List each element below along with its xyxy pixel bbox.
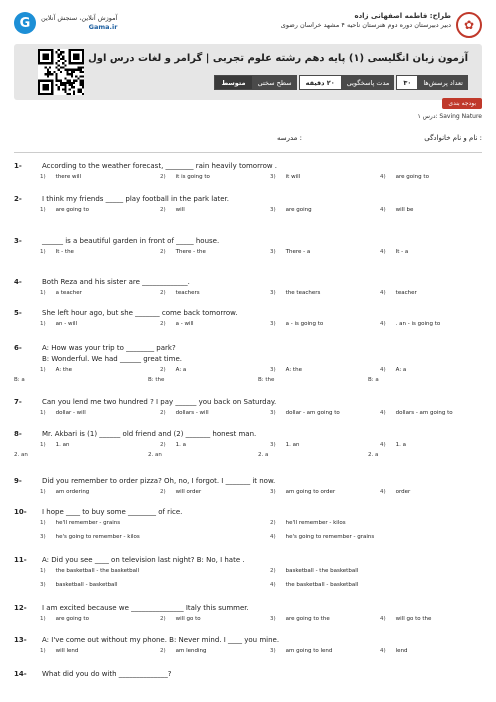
question-14	[14, 670, 482, 700]
question-7	[14, 398, 482, 428]
answer-option-2[interactable]	[270, 568, 358, 574]
question-1	[14, 162, 482, 192]
option-subvalue: B: a	[368, 377, 379, 383]
answer-option-4[interactable]	[380, 174, 429, 180]
answer-option-2[interactable]	[160, 367, 186, 373]
option-number: 2)	[160, 249, 166, 255]
stat-duration: مدت پاسخگویی ۲۰ دقیقه	[299, 75, 395, 90]
option-number: 4)	[380, 290, 386, 296]
option-text: A: the	[285, 367, 302, 373]
question-number: 1-	[14, 162, 22, 170]
option-number: 1)	[40, 410, 46, 416]
question-11	[14, 556, 482, 586]
option-text: 1. a	[175, 442, 187, 448]
answer-option-4[interactable]	[380, 290, 417, 296]
answer-option-4[interactable]	[380, 442, 406, 448]
option-text: are going	[285, 207, 312, 213]
option-number: 2)	[160, 442, 166, 448]
answer-option-1[interactable]	[40, 442, 70, 448]
option-text: will be	[395, 207, 414, 213]
answer-option-2[interactable]	[160, 207, 185, 213]
option-number: 4)	[380, 616, 386, 622]
option-text: dollars - will	[175, 410, 209, 416]
option-text: dollar - am going to	[285, 410, 340, 416]
answer-option-3[interactable]	[270, 489, 335, 495]
option-text: A: a	[175, 367, 187, 373]
option-number: 4)	[380, 174, 386, 180]
answer-option-2[interactable]	[160, 410, 209, 416]
option-text: he'll remember - kilos	[285, 520, 346, 526]
option-text: will order	[175, 489, 202, 495]
question-stem-line2: B: Wonderful. We had ______ great time.	[42, 355, 182, 363]
question-12	[14, 604, 482, 634]
stat-question-count: تعداد پرسش‌ها ۳۰	[396, 75, 468, 90]
answer-option-4[interactable]	[380, 410, 453, 416]
option-text: a - is going to	[285, 321, 324, 327]
question-3	[14, 237, 482, 267]
option-number: 2)	[160, 367, 166, 373]
answer-option-1[interactable]	[40, 489, 89, 495]
option-text: he'll remember - grains	[55, 520, 121, 526]
option-text: he's going to remember - grains	[285, 534, 375, 540]
brand-slogan: آموزش آنلاین، سنجش آنلاین	[41, 14, 118, 22]
option-text: it is going to	[175, 174, 210, 180]
option-text: a teacher	[55, 290, 82, 296]
answer-option-2[interactable]	[270, 520, 346, 526]
question-4	[14, 278, 482, 308]
option-text: 1. an	[55, 442, 70, 448]
answer-option-4[interactable]	[270, 582, 358, 588]
option-text: he's going to remember - kilos	[55, 534, 140, 540]
option-subvalue: 2. a	[368, 452, 379, 458]
question-stem: A: How was your trip to ________ park?	[42, 344, 176, 352]
question-stem: Did you remember to order pizza? Oh, no, I forgot. I _______ it now.	[42, 477, 276, 485]
budget-badge: بودجه بندی	[442, 98, 482, 109]
option-number: 3)	[270, 174, 276, 180]
answer-option-3[interactable]	[270, 648, 332, 654]
option-number: 4)	[270, 582, 276, 588]
option-text: 1. a	[395, 442, 407, 448]
answer-option-3[interactable]	[40, 582, 118, 588]
answer-option-2[interactable]	[160, 321, 194, 327]
option-number: 1)	[40, 174, 46, 180]
option-text: will go to the	[395, 616, 432, 622]
question-6	[14, 344, 482, 383]
option-text: There - a	[285, 249, 311, 255]
option-number: 3)	[40, 534, 46, 540]
option-number: 4)	[380, 410, 386, 416]
answer-option-3[interactable]	[270, 174, 300, 180]
question-number: 10-	[14, 508, 27, 516]
option-text: a - will	[175, 321, 194, 327]
question-stem: I am excited because we _______________ Italy this summer.	[42, 604, 249, 612]
option-number: 1)	[40, 367, 46, 373]
option-text: will go to	[175, 616, 201, 622]
answer-option-1[interactable]	[40, 290, 82, 296]
option-number: 1)	[40, 290, 46, 296]
question-number: 8-	[14, 430, 22, 438]
answer-option-2[interactable]	[160, 648, 207, 654]
question-stem: What did you do with ______________?	[42, 670, 172, 678]
option-number: 3)	[270, 290, 276, 296]
option-number: 2)	[160, 207, 166, 213]
option-text: are going to	[55, 207, 89, 213]
question-2	[14, 195, 482, 225]
answer-option-1[interactable]	[40, 249, 74, 255]
option-number: 4)	[270, 534, 276, 540]
option-number: 2)	[160, 410, 166, 416]
option-text: dollar - will	[55, 410, 86, 416]
header	[14, 12, 482, 100]
answer-option-4[interactable]	[270, 534, 374, 540]
option-number: 4)	[380, 249, 386, 255]
question-8	[14, 430, 482, 460]
question-number: 5-	[14, 309, 22, 317]
answer-option-1[interactable]	[40, 321, 77, 327]
option-number: 1)	[40, 321, 46, 327]
school-label: مدرسه :	[276, 134, 302, 142]
answer-option-1[interactable]	[40, 367, 72, 373]
option-number: 4)	[380, 367, 386, 373]
option-text: the basketball - basketball	[285, 582, 359, 588]
answer-option-3[interactable]	[270, 442, 300, 448]
option-number: 2)	[160, 648, 166, 654]
answer-option-2[interactable]	[160, 249, 206, 255]
exam-title: آزمون زبان انگلیسی (۱) پایه دهم رشته علوم تجربی | گرامر و لغات درس اول	[88, 53, 468, 64]
option-number: 1)	[40, 648, 46, 654]
option-subvalue: B: the	[148, 377, 165, 383]
student-name-label: نام و نام خانوادگی :	[424, 134, 482, 142]
qr-code-icon[interactable]	[38, 49, 84, 95]
question-number: 6-	[14, 344, 22, 352]
option-number: 1)	[40, 489, 46, 495]
school-seal-icon: ✿	[456, 12, 482, 38]
option-number: 4)	[380, 207, 386, 213]
answer-option-3[interactable]	[270, 367, 302, 373]
option-number: 1)	[40, 616, 46, 622]
option-text: am going to lend	[285, 648, 333, 654]
question-stem: According to the weather forecast, ________ rain heavily tomorrow .	[42, 162, 278, 170]
gama-logo-icon: G	[14, 12, 36, 34]
stat-difficulty: سطح سختی متوسط	[214, 75, 296, 90]
answer-option-2[interactable]	[160, 442, 186, 448]
brand-block	[14, 12, 117, 34]
option-subvalue: 2. an	[14, 452, 28, 458]
question-number: 7-	[14, 398, 22, 406]
option-number: 3)	[40, 582, 46, 588]
option-number: 3)	[270, 367, 276, 373]
option-number: 2)	[160, 616, 166, 622]
question-5	[14, 309, 482, 339]
question-number: 9-	[14, 477, 22, 485]
question-9	[14, 477, 482, 507]
question-number: 11-	[14, 556, 27, 564]
option-text: It - a	[395, 249, 409, 255]
answer-option-1[interactable]	[40, 207, 89, 213]
option-text: 1. an	[285, 442, 300, 448]
option-text: am going to order	[285, 489, 336, 495]
option-number: 4)	[380, 489, 386, 495]
answer-option-4[interactable]	[380, 321, 440, 327]
option-text: basketball - basketball	[55, 582, 118, 588]
answer-option-1[interactable]	[40, 648, 78, 654]
answer-option-2[interactable]	[160, 616, 201, 622]
question-number: 13-	[14, 636, 27, 644]
answer-option-2[interactable]	[160, 489, 201, 495]
option-number: 3)	[270, 249, 276, 255]
question-stem: Both Reza and his sister are _____________.	[42, 278, 190, 286]
option-number: 2)	[160, 174, 166, 180]
question-stem: She left hour ago, but she _______ come back tomorrow.	[42, 309, 238, 317]
answer-option-1[interactable]	[40, 568, 139, 574]
option-text: There - the	[175, 249, 206, 255]
option-number: 2)	[160, 290, 166, 296]
option-text: order	[395, 489, 411, 495]
designer-block	[281, 12, 482, 38]
answer-option-1[interactable]	[40, 520, 120, 526]
option-text: are going to	[395, 174, 429, 180]
option-text: A: a	[395, 367, 407, 373]
title-banner	[14, 44, 482, 100]
brand-url[interactable]: Gama.ir	[88, 23, 118, 31]
answer-option-2[interactable]	[160, 174, 210, 180]
answer-option-3[interactable]	[270, 207, 312, 213]
option-text: A: the	[55, 367, 72, 373]
answer-option-4[interactable]	[380, 489, 410, 495]
option-subvalue: B: the	[258, 377, 275, 383]
option-number: 4)	[380, 321, 386, 327]
option-subvalue: 2. an	[148, 452, 162, 458]
question-stem: ______ is a beautiful garden in front of _____ house.	[42, 237, 220, 245]
option-number: 3)	[270, 648, 276, 654]
exam-stats	[214, 75, 468, 90]
option-number: 4)	[380, 648, 386, 654]
answer-option-4[interactable]	[380, 648, 408, 654]
question-stem: I hope ____ to buy some ________ of rice.	[42, 508, 183, 516]
option-text: will lend	[55, 648, 79, 654]
option-number: 2)	[160, 489, 166, 495]
option-number: 3)	[270, 207, 276, 213]
answer-option-1[interactable]	[40, 410, 86, 416]
option-subvalue: 2. a	[258, 452, 269, 458]
option-subvalue: B: a	[14, 377, 25, 383]
question-stem: A: Did you see ____ on television last night? B: No, I hate .	[42, 556, 245, 564]
option-number: 2)	[160, 321, 166, 327]
option-text: teachers	[175, 290, 200, 296]
option-text: are going to	[55, 616, 89, 622]
option-text: lend	[395, 648, 408, 654]
answer-option-3[interactable]	[270, 290, 320, 296]
option-text: the teachers	[285, 290, 321, 296]
option-text: am lending	[175, 648, 207, 654]
option-text: It - the	[55, 249, 74, 255]
option-text: are going to the	[285, 616, 330, 622]
option-number: 2)	[270, 568, 276, 574]
option-number: 1)	[40, 520, 46, 526]
question-stem: Mr. Akbari is (1) ______ old friend and (2) _______ honest man.	[42, 430, 257, 438]
option-text: the basketball - the basketball	[55, 568, 140, 574]
question-number: 2-	[14, 195, 22, 203]
designer-name: طراح: فاطمه اصفهانی زاده	[354, 12, 451, 20]
answer-option-4[interactable]	[380, 207, 413, 213]
answer-option-1[interactable]	[40, 616, 89, 622]
designer-affiliation: دبیر دبیرستان دوره دوم هنرستان ناحیه ۴ مشهد خراسان رضوی	[280, 21, 451, 29]
answer-option-3[interactable]	[270, 410, 340, 416]
answer-option-2[interactable]	[160, 290, 200, 296]
option-text: basketball - the basketball	[285, 568, 359, 574]
option-number: 4)	[380, 442, 386, 448]
answer-option-3[interactable]	[270, 321, 323, 327]
option-text: dollars - am going to	[395, 410, 453, 416]
option-text: teacher	[395, 290, 417, 296]
divider	[14, 152, 482, 153]
option-number: 3)	[270, 616, 276, 622]
option-number: 3)	[270, 410, 276, 416]
option-text: there will	[55, 174, 82, 180]
question-number: 14-	[14, 670, 27, 678]
question-stem: Can you lend me two hundred ? I pay ______ you back on Saturday.	[42, 398, 277, 406]
option-number: 1)	[40, 442, 46, 448]
answer-option-4[interactable]	[380, 367, 406, 373]
option-number: 1)	[40, 207, 46, 213]
option-text: it will	[285, 174, 301, 180]
option-text: . an - is going to	[395, 321, 441, 327]
answer-option-4[interactable]	[380, 616, 431, 622]
question-number: 12-	[14, 604, 27, 612]
student-info-row	[14, 134, 482, 148]
option-number: 3)	[270, 489, 276, 495]
option-number: 1)	[40, 249, 46, 255]
answer-option-3[interactable]	[40, 534, 140, 540]
option-text: an - will	[55, 321, 78, 327]
option-number: 2)	[270, 520, 276, 526]
answer-option-4[interactable]	[380, 249, 408, 255]
question-stem: I think my friends _____ play football in the park later.	[42, 195, 230, 203]
option-text: am ordering	[55, 489, 90, 495]
question-10	[14, 508, 482, 538]
question-13	[14, 636, 482, 666]
answer-option-3[interactable]	[270, 249, 310, 255]
question-stem: A: I've come out without my phone. B: Never mind. I ____ you mine.	[42, 636, 280, 644]
answer-option-1[interactable]	[40, 174, 81, 180]
option-text: will	[175, 207, 185, 213]
option-number: 1)	[40, 568, 46, 574]
lesson-label: درس ۱: Saving Nature	[417, 113, 482, 120]
question-number: 3-	[14, 237, 22, 245]
option-number: 3)	[270, 321, 276, 327]
answer-option-3[interactable]	[270, 616, 330, 622]
option-number: 3)	[270, 442, 276, 448]
question-number: 4-	[14, 278, 22, 286]
